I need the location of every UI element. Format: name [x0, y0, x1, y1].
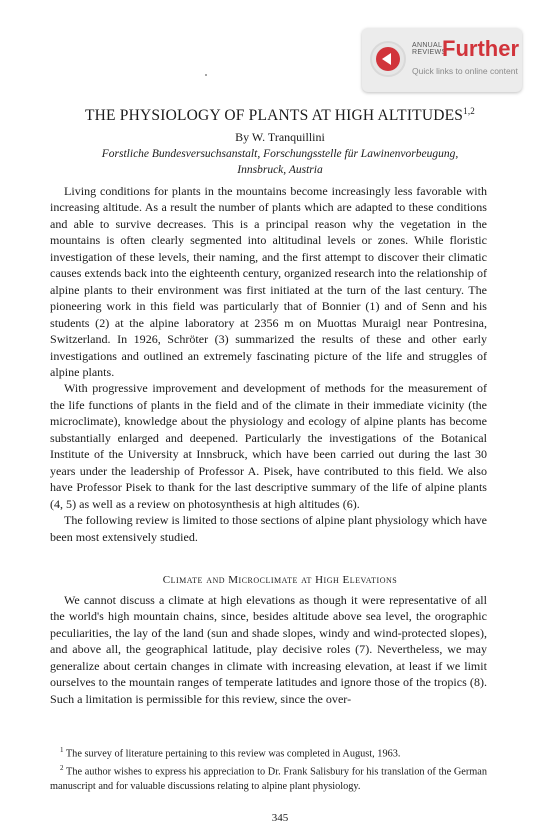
banner-annual-reviews: ANNUAL REVIEWS [412, 42, 447, 56]
paragraph: Living conditions for plants in the mountains become increasingly less favorable with increasing altitude. As a result the number of plants which are adapted to these conditions and able to survive decreases. This is a principal reason why the vegetation in the mountains is often clearly segmented into altitudinal levels or zones. While floristic investigation of these levels, their naming, and the first attempt to discover their climatic causes extends back into the eighteenth century, organized research into the relationship of alpine plants to their environment was first initiated at the turn of the last century. The pioneering work in this field was particularly that of Bonnier (1) and of Senn and his students (2) at the alpine laboratory at 2356 m on Muottas Muraigl near Pontresina, Switzerland. In 1926, Schröter (3) summarized the results of these and other early investigations and outlined an extremely fascinating picture of the life and struggles of alpine plants. [50, 184, 487, 379]
section-body [50, 592, 487, 707]
section-heading: Climate and Microclimate at High Elevations [162, 574, 398, 586]
speck [205, 74, 207, 76]
affiliation: Forstliche Bundesversuchsanstalt, Forschungsstelle für Lawinenvorbeugung, Innsbruck, Austria [101, 148, 459, 176]
page-number: 345 [271, 812, 289, 824]
banner-further-label: Further [442, 36, 519, 61]
footnotes [50, 743, 487, 794]
footnote: $^2$ The author wishes to express his appreciation to Dr. Frank Salisbury for his translation of the German manuscript and for valuable discussions relating to alpine plant physiology. [50, 764, 488, 792]
further-logo-icon [370, 41, 406, 77]
further-banner[interactable] [362, 28, 522, 92]
paragraph: We cannot discuss a climate at high elevations as though it were representative of all the world's high mountain chains, since, besides altitude above sea level, the orographic peculiarities, the lay of the land (sun and shade slopes, windy and wind-protected slopes), and above all, the geographical latitude, play decisive roles (7). Nevertheless, we may generalize about certain changes in climate with increasing elevation, at least if we limit ourselves to the mountain ranges of temperate latitudes and ignore those of the tropics (8). Such a limitation is permissible for this review, since the over- [50, 593, 487, 706]
banner-subtitle: Quick links to online content [412, 66, 518, 76]
paragraph: With progressive improvement and development of methods for the measurement of the life functions of plants in the field and of the climate in their immediate vicinity (the microclimate), knowledge about the physiology and ecology of alpine plants has become substantially enlarged and deepened. Particularly the investigations of the Botanical Institute of the University at Innsbruck, which have been carried out during the last 30 years under the leadership of Professor A. Pisek, have contributed to this field. We also have Professor Pisek to thank for the last descriptive summary of the life of alpine plants (4, 5) as well as a review on photosynthesis at high altitudes (6). [50, 381, 487, 511]
intro-paragraphs [50, 183, 487, 545]
footnote: $^1$ The survey of literature pertaining to this review was completed in August, 1963. [60, 746, 401, 760]
author-line: By W. Tranquillini [235, 130, 325, 144]
paragraph: The following review is limited to those sections of alpine plant physiology which have been most extensively studied. [50, 513, 487, 544]
article-title: THE PHYSIOLOGY OF PLANTS AT HIGH ALTITUDES$^{1,2}$ [85, 106, 475, 125]
